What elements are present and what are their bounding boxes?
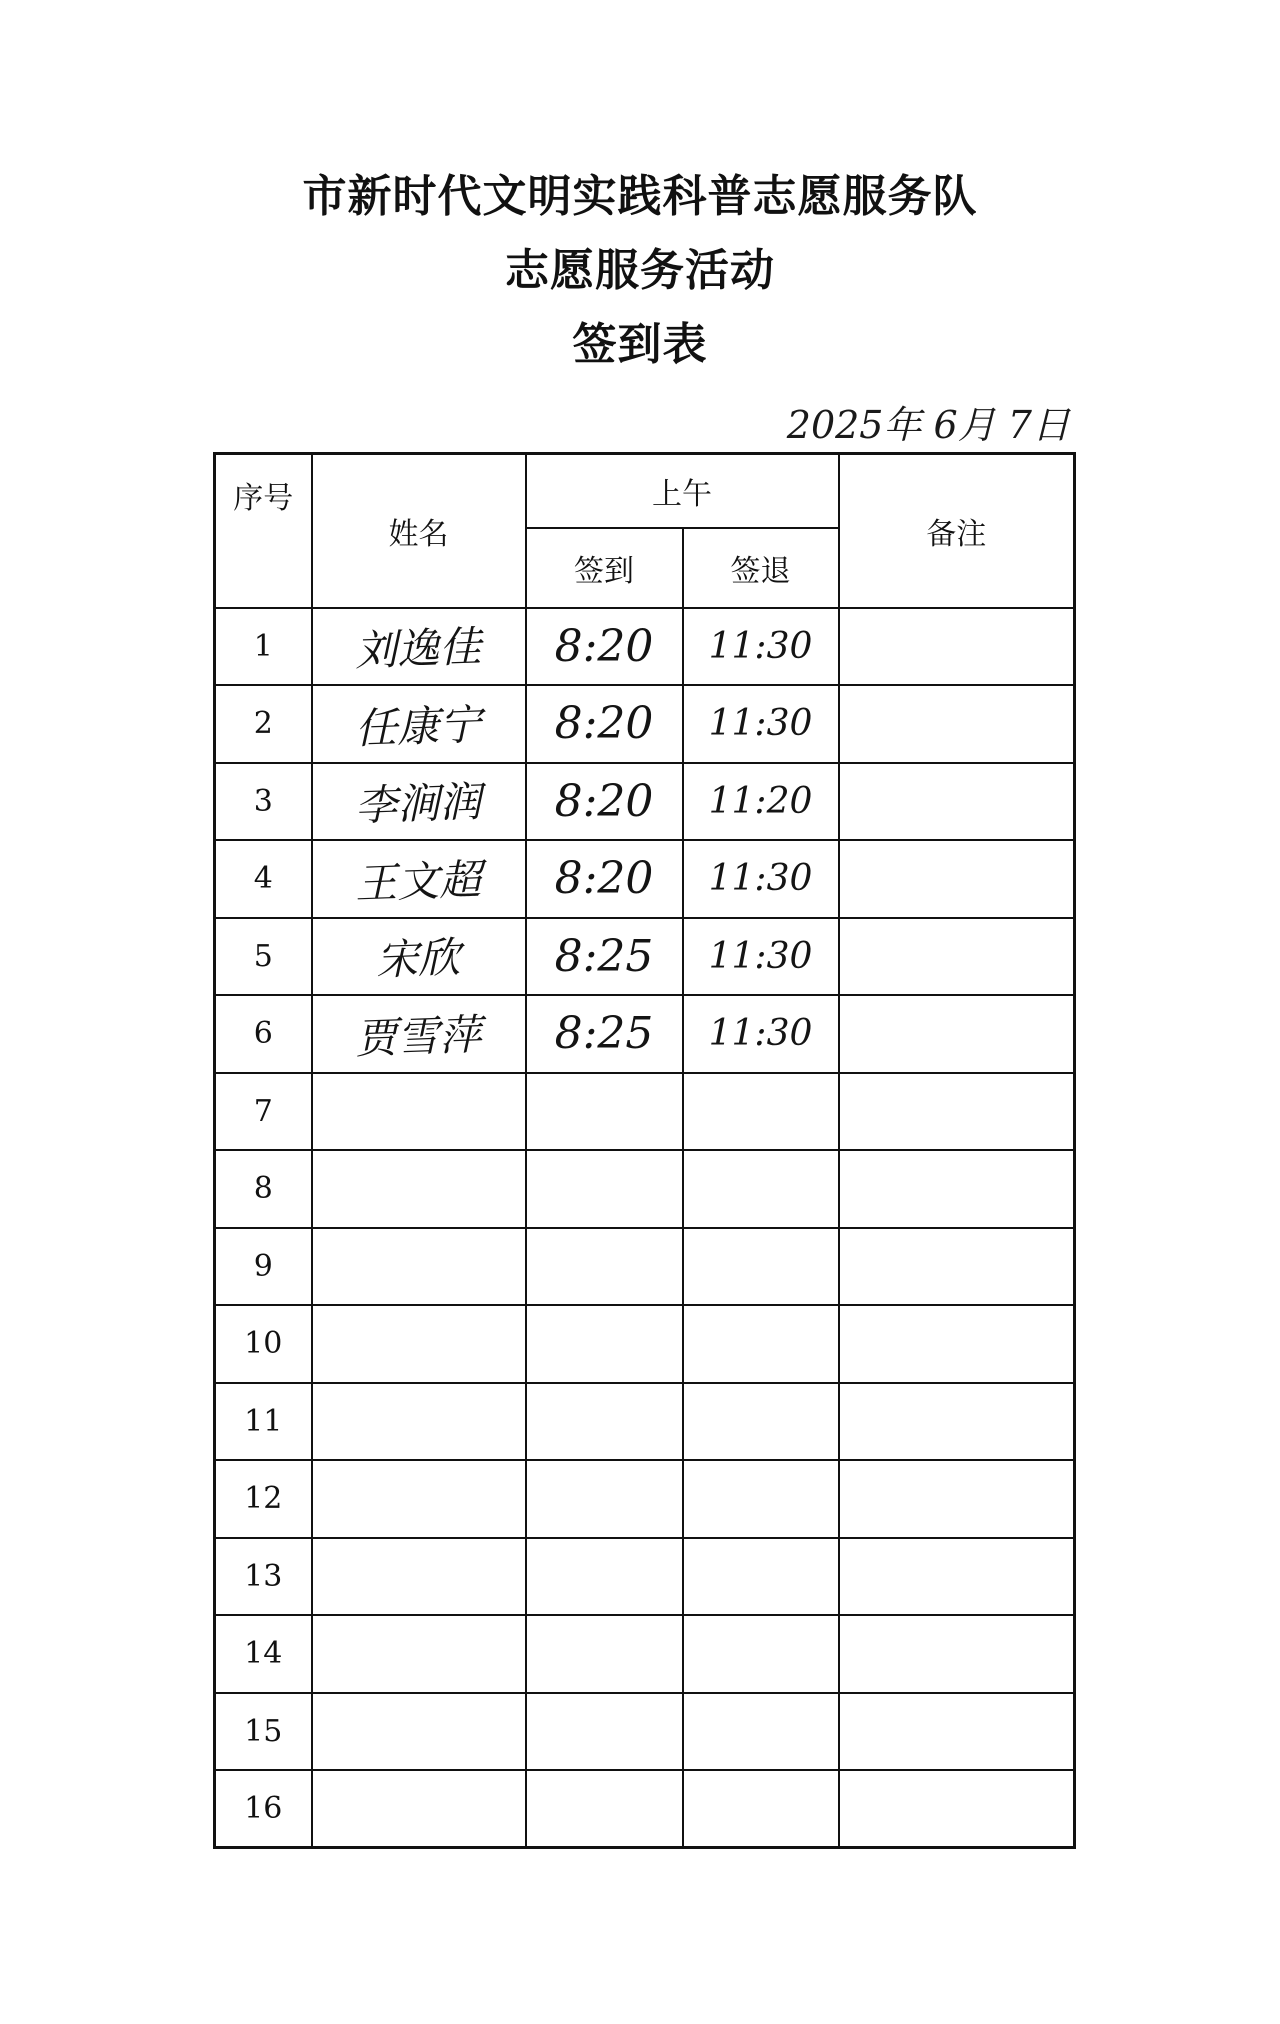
sign-in-time: 8:20	[554, 853, 654, 905]
remark-cell	[839, 763, 1075, 841]
table-row	[215, 918, 1075, 996]
sign-in-time-cell	[526, 1615, 683, 1693]
signature-name-cell	[312, 1770, 526, 1848]
signature-name-cell	[312, 840, 526, 918]
row-number-cell	[215, 1693, 312, 1771]
signature-name-cell	[312, 1615, 526, 1693]
signature-name-cell	[312, 608, 526, 686]
remark-cell	[839, 1770, 1075, 1848]
signature-name: 王文超	[354, 854, 483, 908]
document-title	[0, 160, 1280, 382]
sign-out-time: 11:30	[708, 858, 813, 900]
sign-in-time-cell	[526, 918, 683, 996]
sign-in-time-cell	[526, 685, 683, 763]
row-number-cell	[215, 1538, 312, 1616]
remark-cell	[839, 1073, 1075, 1151]
header-morning-label: 上午	[652, 476, 712, 512]
remark-cell	[839, 840, 1075, 918]
sign-in-time-cell	[526, 1228, 683, 1306]
header-seq	[215, 454, 312, 608]
table-row	[215, 1615, 1075, 1693]
remark-cell	[839, 685, 1075, 763]
sign-out-time-cell	[683, 1073, 839, 1151]
row-number: 13	[244, 1558, 283, 1594]
signature-name-cell	[312, 763, 526, 841]
table-body	[215, 608, 1075, 1848]
table-row	[215, 1150, 1075, 1228]
row-number-cell	[215, 1305, 312, 1383]
row-number: 11	[244, 1403, 283, 1439]
row-number-cell	[215, 685, 312, 763]
remark-cell	[839, 1228, 1075, 1306]
remark-cell	[839, 1150, 1075, 1228]
signature-name: 刘逸佳	[354, 622, 483, 676]
sign-in-time-cell	[526, 1383, 683, 1461]
sign-in-time-cell	[526, 1150, 683, 1228]
signature-name: 任康宁	[354, 699, 483, 753]
sign-in-time-cell	[526, 1693, 683, 1771]
row-number-cell	[215, 763, 312, 841]
sign-out-time-cell	[683, 763, 839, 841]
sign-in-time: 8:20	[554, 775, 654, 827]
signature-name-cell	[312, 918, 526, 996]
row-number: 4	[253, 861, 273, 897]
sign-in-time-cell	[526, 995, 683, 1073]
sign-in-time: 8:25	[554, 930, 654, 982]
sign-in-time-cell	[526, 1460, 683, 1538]
remark-cell	[839, 1305, 1075, 1383]
sign-out-time: 11:30	[708, 625, 813, 667]
sign-in-time-cell	[526, 1770, 683, 1848]
sign-out-time-cell	[683, 1693, 839, 1771]
sign-out-time-cell	[683, 1150, 839, 1228]
row-number: 8	[253, 1171, 273, 1207]
table-row	[215, 1460, 1075, 1538]
remark-cell	[839, 1460, 1075, 1538]
sign-out-time: 11:20	[708, 780, 813, 822]
sign-out-time: 11:30	[708, 935, 813, 977]
table-row	[215, 1693, 1075, 1771]
sign-out-time-cell	[683, 918, 839, 996]
sign-out-time: 11:30	[708, 1013, 813, 1055]
sign-in-table	[213, 452, 1076, 1849]
signature-name-cell	[312, 1228, 526, 1306]
sign-out-time-cell	[683, 995, 839, 1073]
sign-in-time-cell	[526, 1538, 683, 1616]
sign-out-time-cell	[683, 1383, 839, 1461]
row-number-cell	[215, 1073, 312, 1151]
sign-out-time-cell	[683, 1770, 839, 1848]
header-sign-out-label: 签退	[730, 553, 791, 589]
table-row	[215, 995, 1075, 1073]
sign-out-time-cell	[683, 840, 839, 918]
table-row	[215, 1383, 1075, 1461]
signature-name-cell	[312, 1460, 526, 1538]
table-row	[215, 1538, 1075, 1616]
row-number: 16	[244, 1791, 283, 1826]
table-row	[215, 685, 1075, 763]
table-row	[215, 1228, 1075, 1306]
header-name-label: 姓名	[388, 516, 449, 552]
sign-out-time-cell	[683, 1615, 839, 1693]
remark-cell	[839, 995, 1075, 1073]
signature-name-cell	[312, 1305, 526, 1383]
row-number-cell	[215, 1383, 312, 1461]
row-number-cell	[215, 918, 312, 996]
row-number: 2	[253, 706, 273, 742]
sign-out-time-cell	[683, 1538, 839, 1616]
title-line-1: 市新时代文明实践科普志愿服务队	[302, 171, 978, 222]
remark-cell	[839, 1383, 1075, 1461]
sign-in-time: 8:20	[554, 698, 654, 750]
sign-in-time-cell	[526, 840, 683, 918]
signature-name: 宋欣	[375, 932, 462, 985]
row-number: 6	[253, 1016, 273, 1052]
header-remarks-label: 备注	[926, 516, 987, 552]
sign-out-time-cell	[683, 1460, 839, 1538]
header-seq-label: 序号	[233, 481, 294, 516]
remark-cell	[839, 608, 1075, 686]
row-number: 5	[253, 938, 273, 974]
table-row	[215, 763, 1075, 841]
sign-in-time: 8:20	[554, 620, 654, 672]
header-name	[312, 454, 526, 608]
row-number: 1	[253, 628, 273, 664]
signature-name-cell	[312, 1150, 526, 1228]
sign-out-time-cell	[683, 685, 839, 763]
sign-in-time-cell	[526, 1305, 683, 1383]
sign-out-time: 11:30	[708, 703, 813, 745]
table-row	[215, 1305, 1075, 1383]
row-number-cell	[215, 995, 312, 1073]
row-number-cell	[215, 1150, 312, 1228]
row-number: 10	[244, 1326, 283, 1362]
signature-name-cell	[312, 995, 526, 1073]
signature-name-cell	[312, 1538, 526, 1616]
header-sign-out	[683, 528, 839, 608]
remark-cell	[839, 1693, 1075, 1771]
row-number: 15	[244, 1713, 283, 1749]
sign-in-time-cell	[526, 763, 683, 841]
signature-name-cell	[312, 1073, 526, 1151]
table-row	[215, 608, 1075, 686]
title-line-3: 签到表	[572, 319, 708, 370]
header-remarks	[839, 454, 1075, 608]
signature-name-cell	[312, 685, 526, 763]
table-row	[215, 840, 1075, 918]
handwritten-date: 2025年 6月 7日	[786, 403, 1070, 447]
title-line-2: 志愿服务活动	[505, 245, 775, 296]
signature-name-cell	[312, 1383, 526, 1461]
signature-name: 贾雪萍	[354, 1009, 483, 1063]
row-number-cell	[215, 608, 312, 686]
remark-cell	[839, 1615, 1075, 1693]
sign-out-time-cell	[683, 1305, 839, 1383]
row-number-cell	[215, 1770, 312, 1848]
row-number: 7	[253, 1093, 273, 1129]
sign-in-time-cell	[526, 1073, 683, 1151]
signature-name: 李涧润	[354, 777, 483, 831]
header-sign-in	[526, 528, 683, 608]
signature-name-cell	[312, 1693, 526, 1771]
header-morning	[526, 454, 839, 528]
table-row	[215, 1770, 1075, 1848]
row-number-cell	[215, 1228, 312, 1306]
sign-out-time-cell	[683, 1228, 839, 1306]
row-number: 3	[253, 783, 273, 819]
row-number-cell	[215, 1615, 312, 1693]
row-number: 12	[244, 1481, 283, 1517]
row-number: 14	[244, 1636, 283, 1672]
remark-cell	[839, 1538, 1075, 1616]
row-number: 9	[253, 1248, 273, 1284]
sign-in-time: 8:25	[554, 1008, 654, 1060]
sign-in-time-cell	[526, 608, 683, 686]
remark-cell	[839, 918, 1075, 996]
header-sign-in-label: 签到	[574, 553, 634, 589]
row-number-cell	[215, 1460, 312, 1538]
table-row	[215, 1073, 1075, 1151]
sign-out-time-cell	[683, 608, 839, 686]
row-number-cell	[215, 840, 312, 918]
